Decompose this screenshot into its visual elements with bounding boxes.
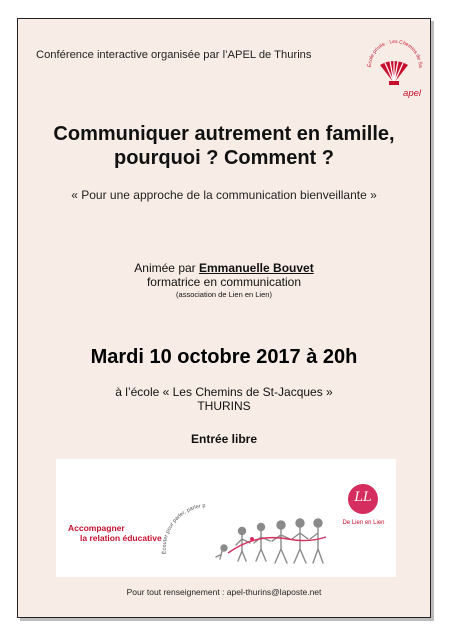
lien-en-lien-label: De Lien en Lien [342,520,385,526]
entry-label: Entrée libre [190,432,258,446]
speaker-block [18,261,430,300]
venue-block [18,385,430,413]
title-line-1: Communiquer autrement en famille, [53,123,395,145]
banner-tagline-line-2: la relation éducative [80,533,162,543]
logo-arc-text: École privée · Les Chemins de Sa [366,38,424,68]
speaker-role: formatrice en communication [146,275,302,289]
poster [17,18,431,618]
family-illustration [56,459,396,577]
lien-en-lien-logo [348,484,378,514]
subtitle: « Pour une approche de la communication bienveillante » [71,188,377,202]
speaker-prefix: Animée par [134,261,199,275]
ll-mark: LL [354,490,372,505]
header-text: Conférence interactive organisée par l’APEL de Thurins [36,49,312,61]
banner-tagline [68,523,162,543]
speaker-line [18,261,430,275]
banner-arc-text: Écouter pour parler, parler p [161,503,206,555]
speaker-name: Emmanuelle Bouvet [199,261,314,275]
apel-brand: apel [403,88,421,99]
event-date: Mardi 10 octobre 2017 à 20h [90,346,358,368]
speaker-org: (association de Lien en Lien) [176,290,272,299]
title-line-2: pourquoi ? Comment ? [114,147,334,169]
venue-line-2: THURINS [197,399,251,413]
venue-line-1: à l’école « Les Chemins de St-Jacques » [115,385,333,399]
banner-tagline-line-1: Accompagner [68,523,125,533]
apel-logo [363,33,425,99]
event-title [18,122,430,170]
contact-footer: Pour tout renseignement : apel-thurins@laposte.net [126,587,322,597]
partner-logo-banner [56,459,396,577]
